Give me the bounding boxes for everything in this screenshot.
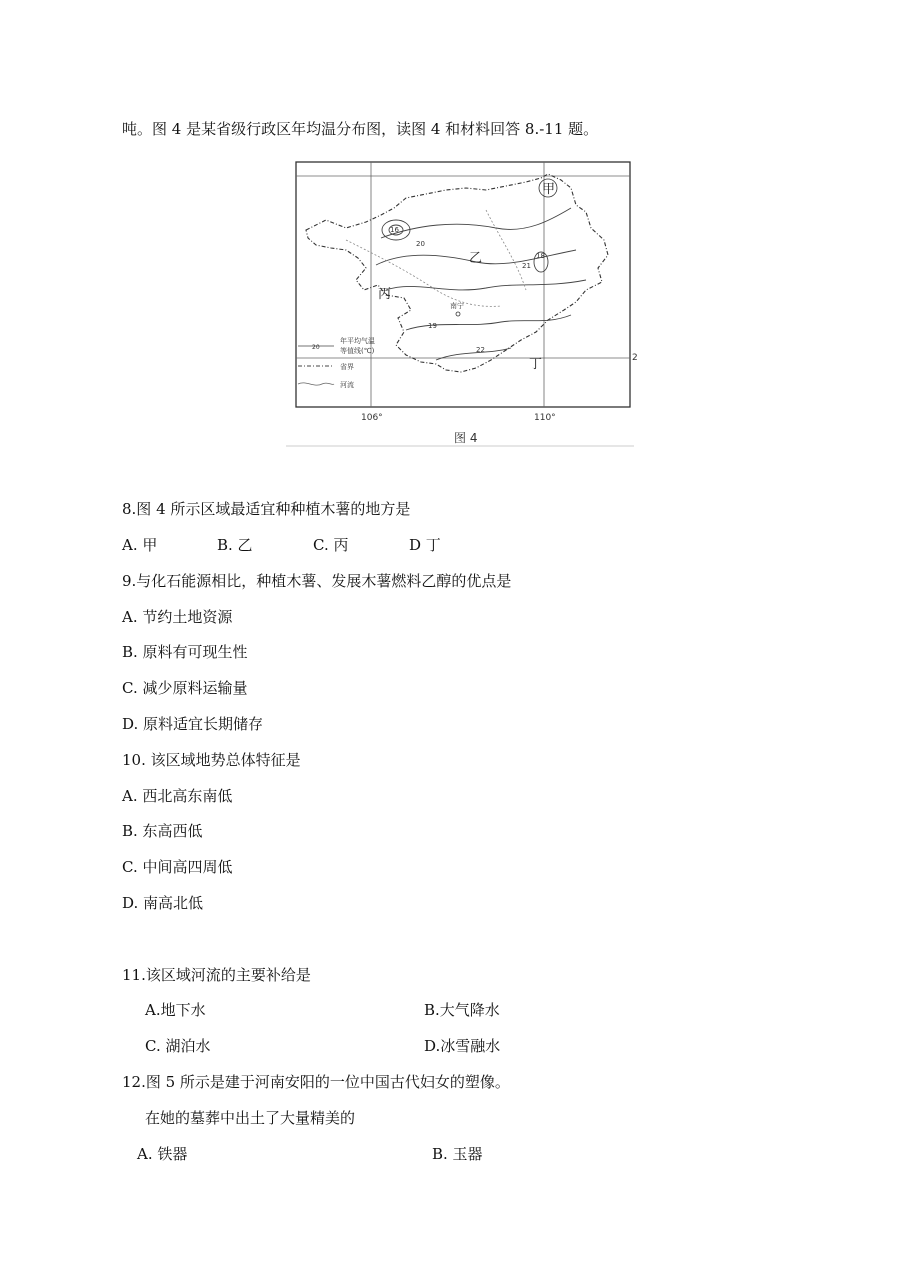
figure-caption: 图 4 xyxy=(454,431,478,445)
map-legend xyxy=(298,336,375,389)
temperature-map-figure xyxy=(286,150,636,450)
isotherm-value: 22 xyxy=(476,346,485,354)
question-9-option-a: A. 节约土地资源 xyxy=(122,608,233,626)
question-8-option-b: B. 乙 xyxy=(217,536,253,554)
isotherm-value: 18 xyxy=(536,252,545,260)
lon-label-110: 110° xyxy=(534,413,556,423)
question-9-option-d: D. 原料适宜长期储存 xyxy=(122,715,264,733)
legend-label: 等值线(℃) xyxy=(340,347,375,355)
legend-label: 河流 xyxy=(340,381,354,389)
question-11-stem: 11.该区域河流的主要补给是 xyxy=(122,966,311,984)
question-9-stem: 9.与化石能源相比，种植木薯、发展木薯燃料乙醇的优点是 xyxy=(122,572,512,590)
question-11-option-a: A.地下水 xyxy=(145,1001,206,1019)
river-line xyxy=(486,210,526,290)
question-11-option-c: C. 湖泊水 xyxy=(145,1037,211,1055)
isotherm-value: 16 xyxy=(390,226,399,234)
isotherm-line xyxy=(386,280,586,290)
lon-label-106: 106° xyxy=(361,413,383,423)
river-line xyxy=(346,240,501,306)
question-10-option-a: A. 西北高东南低 xyxy=(122,787,233,805)
question-12-option-a: A. 铁器 xyxy=(137,1145,188,1163)
question-8-option-d: D 丁 xyxy=(409,536,441,554)
question-10-option-b: B. 东高西低 xyxy=(122,822,203,840)
map-graphic xyxy=(286,150,636,450)
question-12-option-b: B. 玉器 xyxy=(432,1145,483,1163)
question-8-option-a: A. 甲 xyxy=(122,536,158,554)
question-10-option-c: C. 中间高四周低 xyxy=(122,858,233,876)
isotherm-value: 21 xyxy=(522,262,531,270)
edge-mark: 2 xyxy=(632,353,638,363)
region-label-yi: 乙 xyxy=(469,251,483,266)
legend-symbol: 20 xyxy=(312,344,320,351)
question-8-stem: 8.图 4 所示区域最适宜种种植木薯的地方是 xyxy=(122,500,411,518)
city-marker xyxy=(456,312,460,316)
legend-label: 年平均气温 xyxy=(340,337,375,345)
intro-text: 吨。图 4 是某省级行政区年均温分布图，读图 4 和材料回答 8.-11 题。 xyxy=(122,120,599,138)
isotherm-value: 19 xyxy=(428,322,437,330)
legend-label: 省界 xyxy=(340,363,354,371)
question-11-option-d: D.冰雪融水 xyxy=(424,1037,501,1055)
question-9-option-c: C. 减少原料运输量 xyxy=(122,679,248,697)
question-9-option-b: B. 原料有可现生性 xyxy=(122,643,248,661)
region-label-bing: 丙 xyxy=(378,287,392,302)
question-8-option-c: C. 丙 xyxy=(313,536,349,554)
question-11-option-b: B.大气降水 xyxy=(424,1001,500,1019)
region-label-ding: 丁 xyxy=(529,357,543,372)
region-label-jia: 甲 xyxy=(542,182,556,197)
city-label: 南宁 xyxy=(450,302,464,310)
isotherm-value: 20 xyxy=(416,240,425,248)
question-10-stem: 10. 该区域地势总体特征是 xyxy=(122,751,301,769)
question-12-stem: 12.图 5 所示是建于河南安阳的一位中国古代妇女的塑像。 xyxy=(122,1073,510,1091)
question-10-option-d: D. 南高北低 xyxy=(122,894,204,912)
question-12-stem-continued: 在她的墓葬中出土了大量精美的 xyxy=(145,1109,356,1127)
